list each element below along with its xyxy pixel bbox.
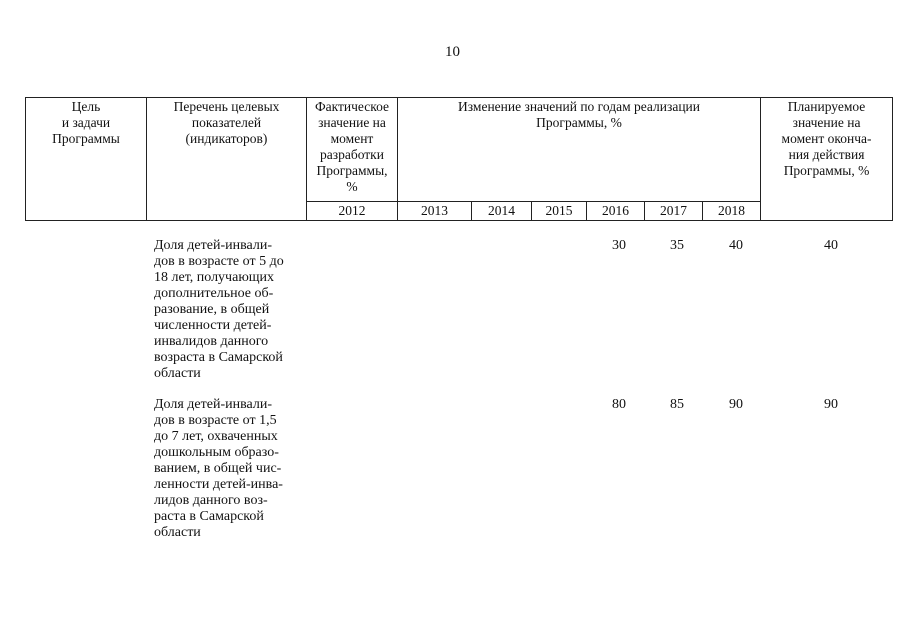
- indicator-text: Доля детей-инвали- дов в возрасте от 5 до 18 лет, получающих дополнительное об- разование, в общей численности детей- инвалидов данного возраста в Самарской области: [154, 238, 284, 381]
- page-number: 10: [445, 44, 460, 60]
- year-2015: 2015: [532, 202, 587, 221]
- value-2017: 85: [670, 397, 684, 412]
- value-2016: 30: [612, 238, 626, 253]
- value-2018: 90: [729, 397, 743, 412]
- header-yearly-changes: Изменение значений по годам реализации Программы, %: [398, 98, 761, 202]
- planned-value: 40: [824, 238, 838, 253]
- year-2012: 2012: [307, 202, 398, 221]
- year-2017: 2017: [645, 202, 703, 221]
- planned-value: 90: [824, 397, 838, 412]
- year-2013: 2013: [398, 202, 472, 221]
- value-2016: 80: [612, 397, 626, 412]
- year-2016: 2016: [587, 202, 645, 221]
- header-actual-value: Фактическое значение на момент разработки Программы, %: [307, 98, 398, 202]
- value-2018: 40: [729, 238, 743, 253]
- indicators-table-header: [25, 97, 893, 221]
- year-2018: 2018: [703, 202, 761, 221]
- header-indicators: Перечень целевых показателей (индикаторов): [147, 98, 307, 221]
- value-2017: 35: [670, 238, 684, 253]
- indicator-text: Доля детей-инвали- дов в возрасте от 1,5 до 7 лет, охваченных дошкольным образо- ванием, в общей чис- ленности детей-инва- лидов данного воз- раста в Самарской области: [154, 397, 283, 540]
- header-goal: Цель и задачи Программы: [26, 98, 147, 221]
- header-planned-value: Планируемое значение на момент оконча- ния действия Программы, %: [761, 98, 893, 221]
- year-2014: 2014: [472, 202, 532, 221]
